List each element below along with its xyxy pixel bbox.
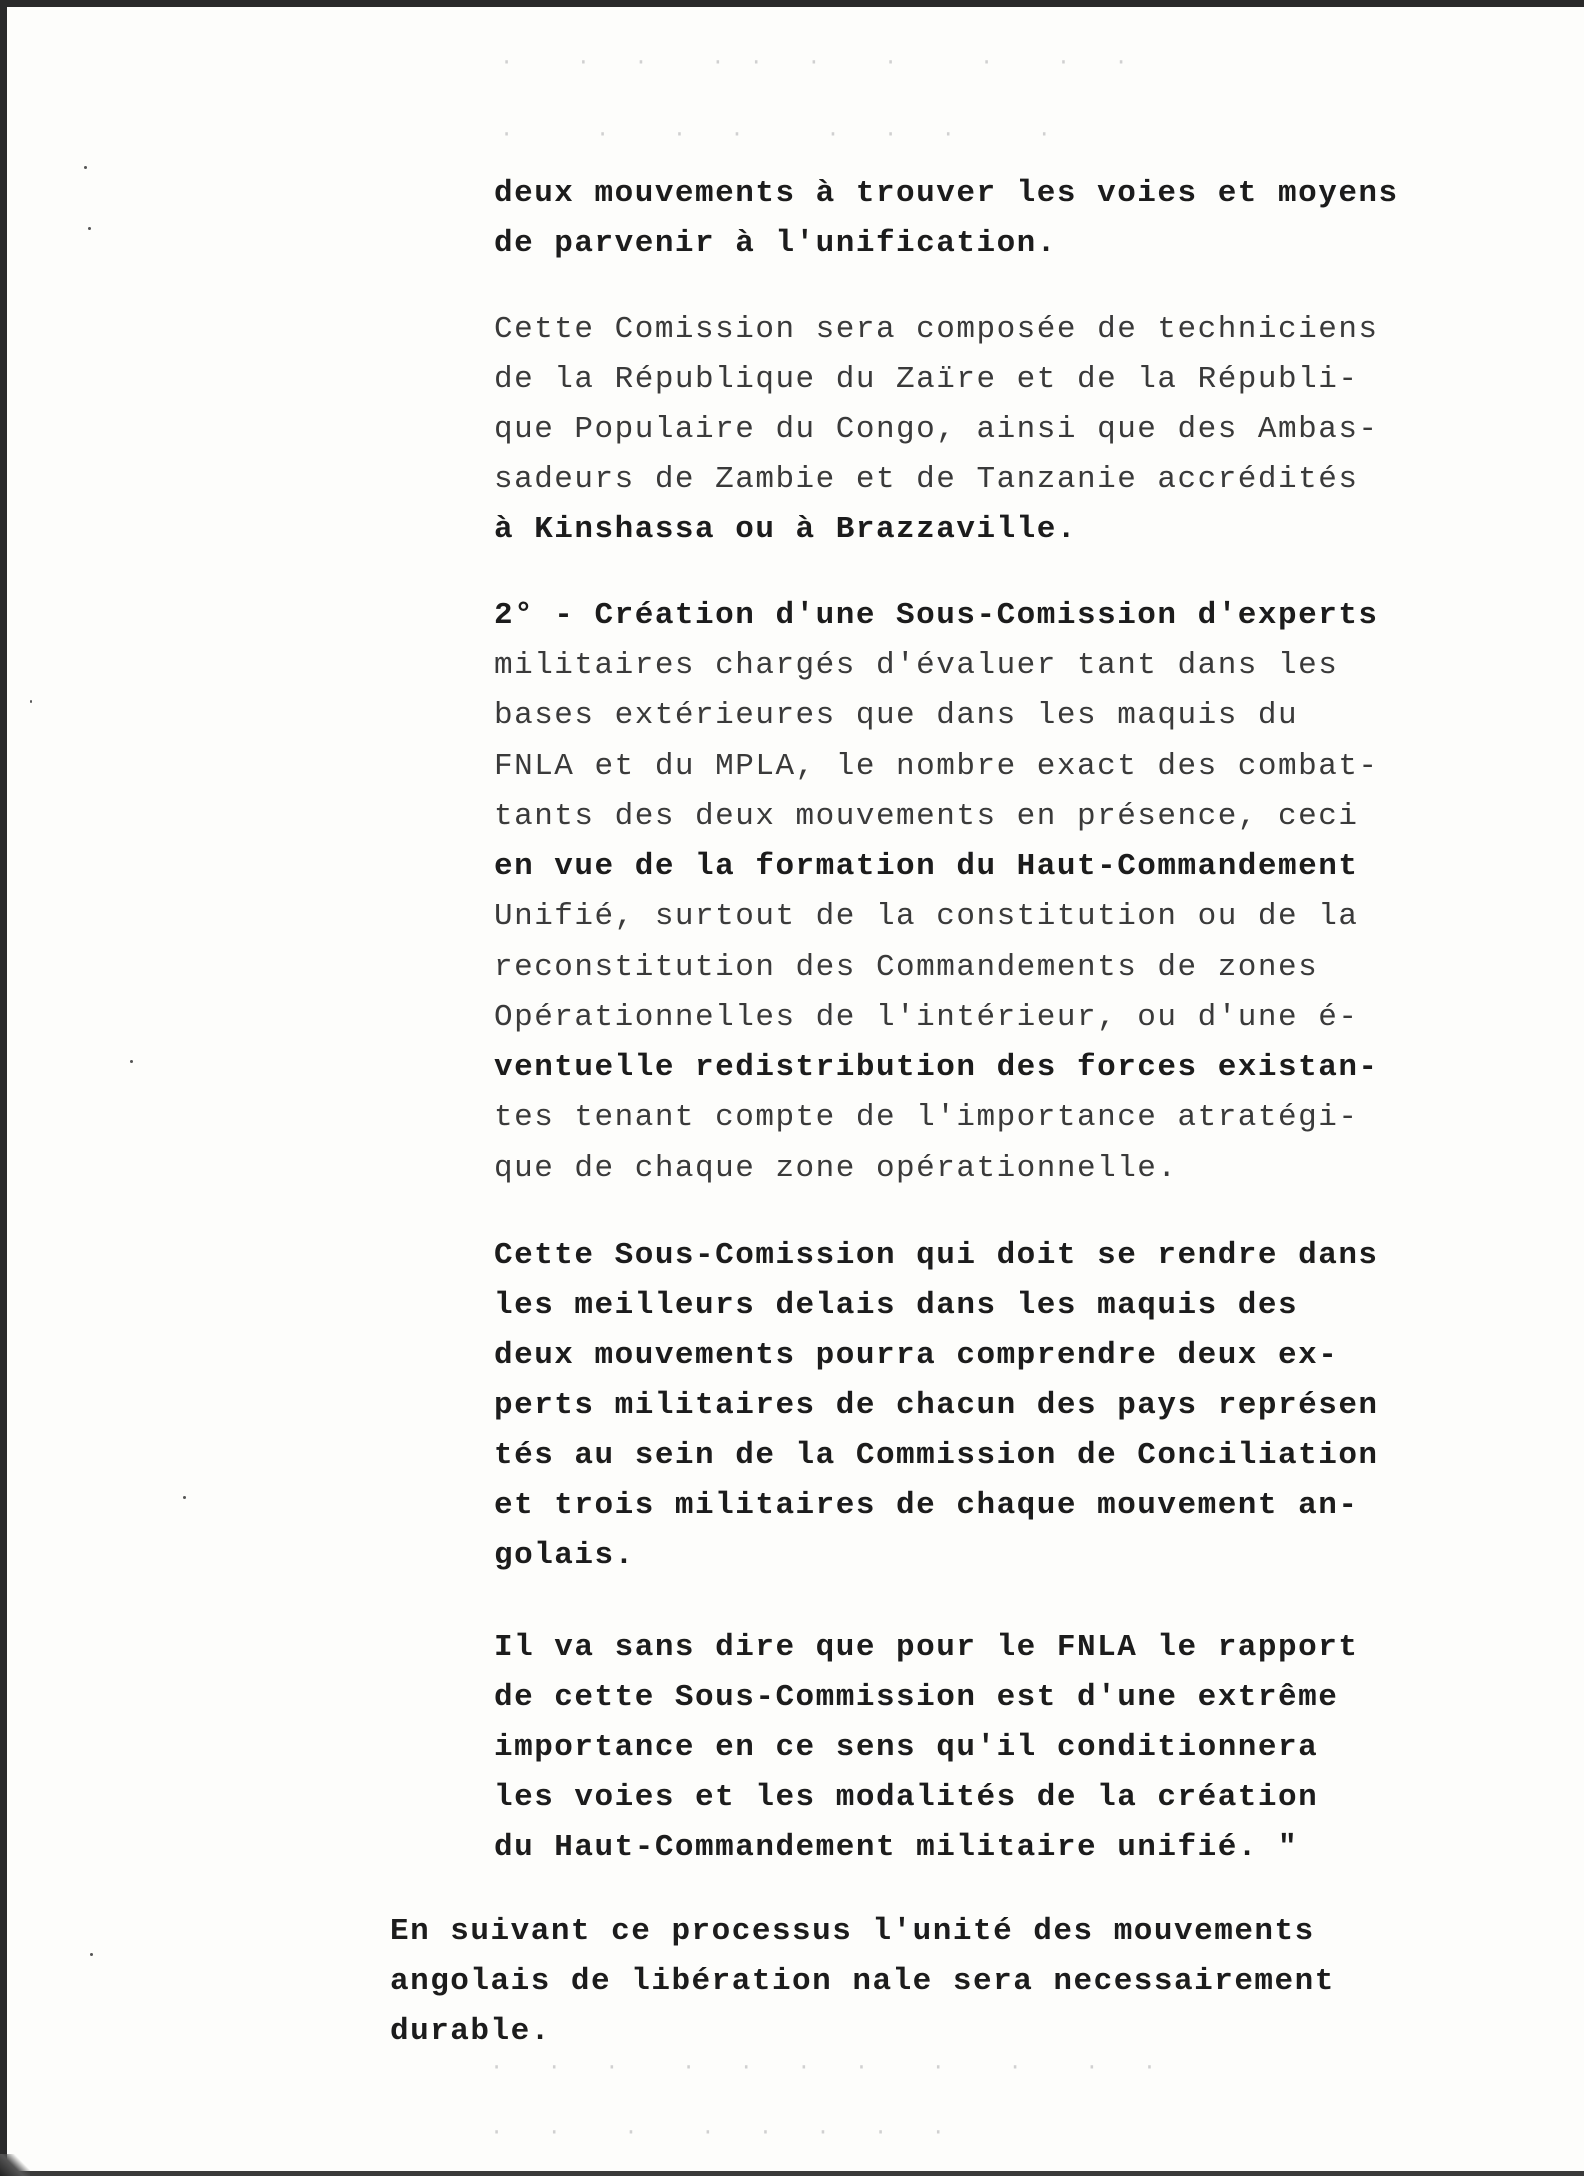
scan-corner-fold — [0, 2154, 30, 2176]
body-line: tés au sein de la Commission de Conciliation — [494, 1438, 1379, 1473]
body-line: Cette Sous-Comission qui doit se rendre dans — [494, 1238, 1379, 1273]
body-line: FNLA et du MPLA, le nombre exact des combat- — [494, 749, 1379, 784]
body-line: de parvenir à l'unification. — [494, 226, 1057, 261]
body-line: en vue de la formation du Haut-Commandement — [494, 849, 1359, 884]
show-through-text: · · · · · · · · — [500, 122, 1057, 147]
body-line: du Haut-Commandement militaire unifié. " — [494, 1830, 1299, 1865]
body-line: angolais de libération nale sera necessairement — [390, 1964, 1335, 1999]
body-line: bases extérieures que dans les maquis du — [494, 698, 1299, 733]
body-line: En suivant ce processus l'unité des mouvements — [390, 1914, 1315, 1949]
body-line: Il va sans dire que pour le FNLA le rapport — [494, 1630, 1359, 1665]
scan-speck — [90, 1953, 93, 1956]
show-through-text: · · · · · · · · · · · — [490, 2055, 1163, 2080]
body-line: importance en ce sens qu'il conditionnera — [494, 1730, 1319, 1765]
body-line: Opérationnelles de l'intérieur, ou d'une é- — [494, 1000, 1359, 1035]
body-line: sadeurs de Zambie et de Tanzanie accrédités — [494, 462, 1359, 497]
scan-speck — [30, 700, 32, 703]
body-line: ventuelle redistribution des forces existan- — [494, 1050, 1379, 1085]
body-line: militaires chargés d'évaluer tant dans les — [494, 648, 1339, 683]
show-through-text: · · · · · · · · · · — [500, 50, 1134, 75]
scan-speck — [130, 1060, 133, 1063]
body-line: que Populaire du Congo, ainsi que des Ambas- — [494, 412, 1379, 447]
body-line: Cette Comission sera composée de techniciens — [494, 312, 1379, 347]
body-line: deux mouvements pourra comprendre deux ex- — [494, 1338, 1339, 1373]
body-line: tants des deux mouvements en présence, ceci — [494, 799, 1359, 834]
show-through-text: · · · · · · · · — [490, 2120, 951, 2145]
body-line: reconstitution des Commandements de zones — [494, 950, 1319, 985]
body-line: 2° - Création d'une Sous-Comission d'experts — [494, 598, 1379, 633]
body-line: que de chaque zone opérationnelle. — [494, 1151, 1178, 1186]
body-line: les voies et les modalités de la création — [494, 1780, 1319, 1815]
body-line: et trois militaires de chaque mouvement an- — [494, 1488, 1359, 1523]
body-line: de cette Sous-Commission est d'une extrême — [494, 1680, 1339, 1715]
body-line: à Kinshassa ou à Brazzaville. — [494, 512, 1077, 547]
scan-speck — [88, 227, 91, 230]
body-line: durable. — [390, 2014, 551, 2049]
scan-border-bottom — [0, 2171, 1584, 2176]
body-line: golais. — [494, 1538, 635, 1573]
body-line: deux mouvements à trouver les voies et moyens — [494, 176, 1399, 211]
scan-speck — [183, 1496, 186, 1499]
body-line: perts militaires de chacun des pays représen — [494, 1388, 1379, 1423]
scan-speck — [84, 166, 87, 169]
scan-border-top — [0, 0, 1584, 7]
body-line: les meilleurs delais dans les maquis des — [494, 1288, 1299, 1323]
body-line: Unifié, surtout de la constitution ou de la — [494, 899, 1359, 934]
body-line: tes tenant compte de l'importance atratégi- — [494, 1100, 1359, 1135]
body-line: de la République du Zaïre et de la Républi- — [494, 362, 1359, 397]
scan-border-left — [0, 0, 7, 2176]
